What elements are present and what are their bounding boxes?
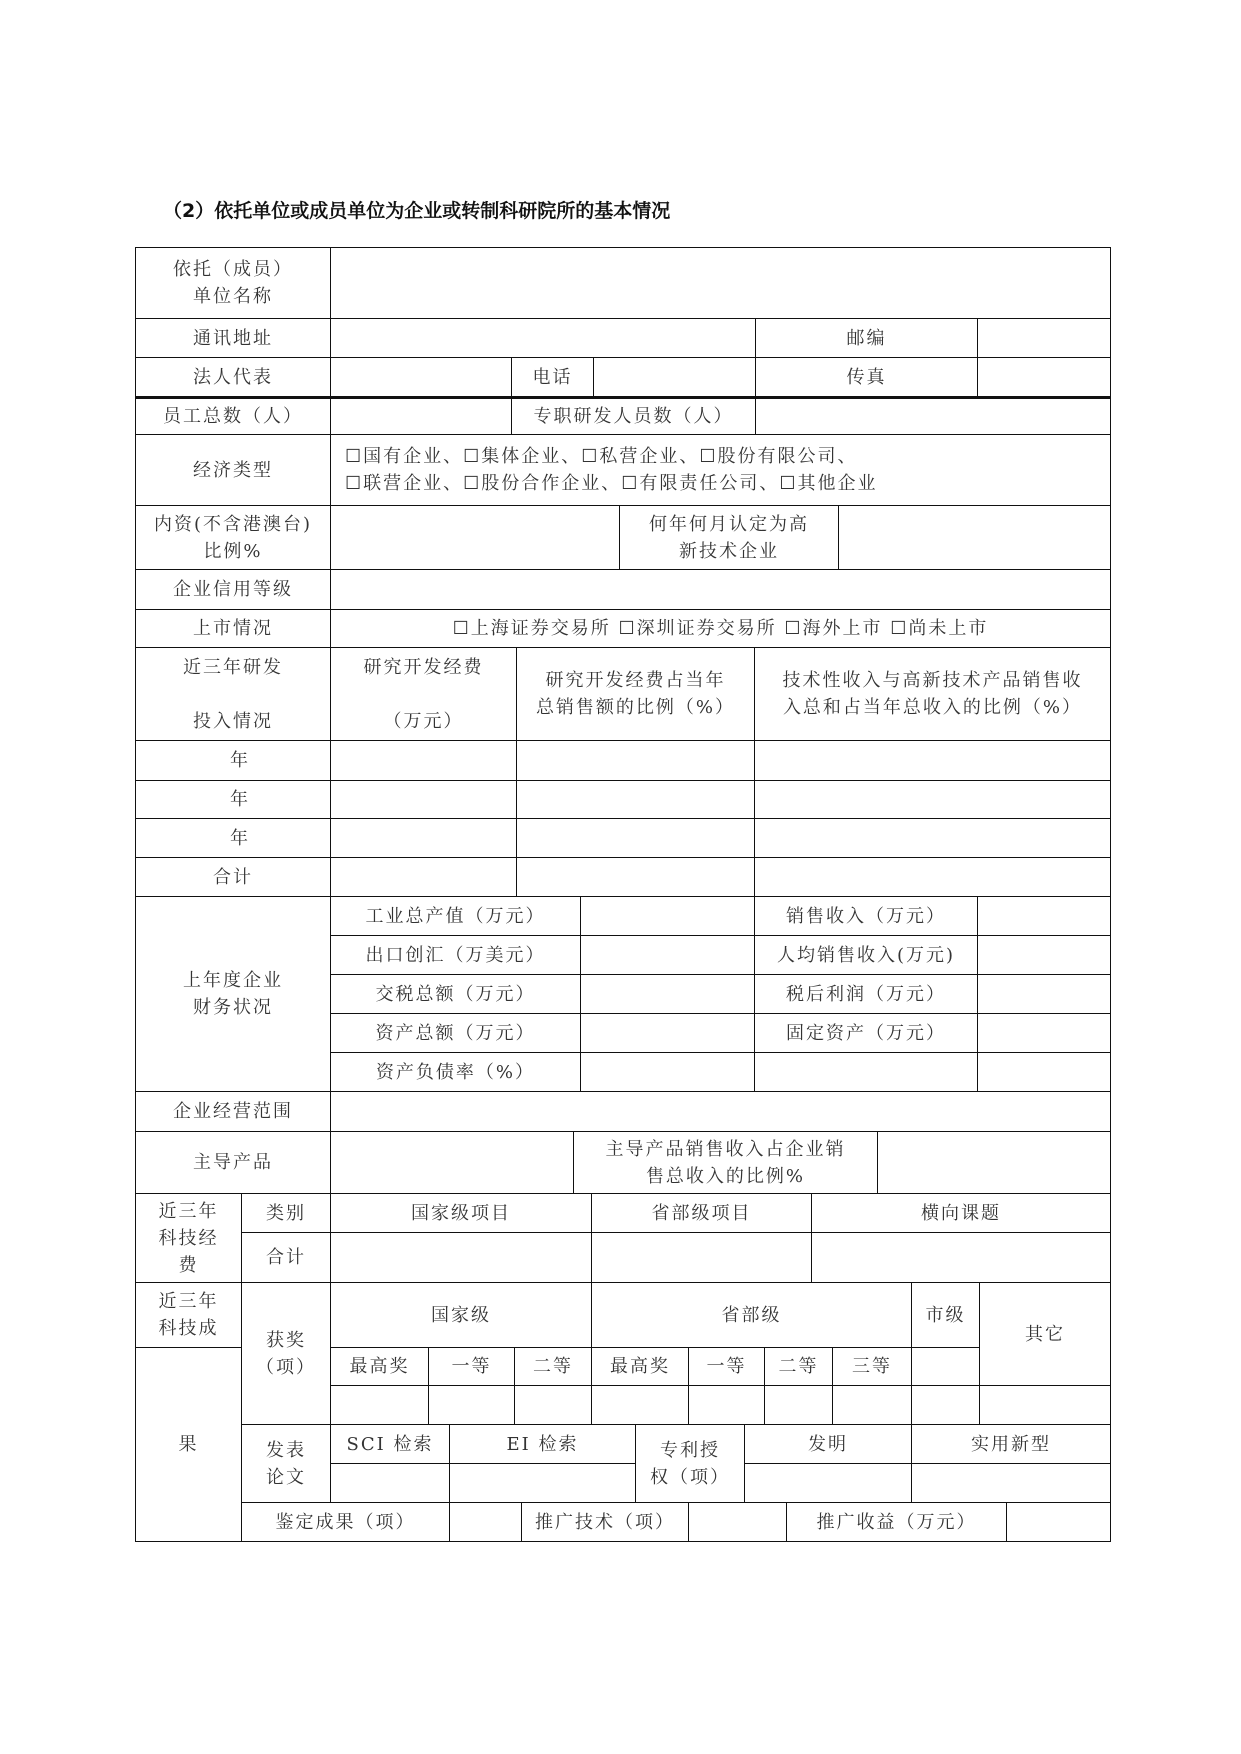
value-rd-ratio — [516, 857, 755, 897]
value-utility-model — [911, 1463, 1111, 1503]
value-appraised — [449, 1502, 522, 1542]
value-ei — [449, 1463, 636, 1503]
label-fax: 传真 — [755, 357, 978, 397]
label-unit-name: 依托（成员） 单位名称 — [135, 247, 331, 319]
label-papers: 发表 论文 — [241, 1424, 331, 1503]
value-address — [330, 318, 756, 358]
value-tech-income-ratio — [754, 857, 1111, 897]
value-rd-ratio — [516, 740, 755, 781]
value-sci — [330, 1463, 450, 1503]
award-count-value — [911, 1385, 980, 1425]
value-domestic-ratio — [330, 505, 620, 570]
value-rd-expense — [330, 740, 517, 781]
label-funding: 近三年 科技经 费 — [135, 1193, 242, 1283]
label-rd-invest: 近三年研发 投入情况 — [135, 647, 331, 741]
header-award-provincial: 省部级 — [591, 1282, 912, 1348]
label-legal-rep: 法人代表 — [135, 357, 331, 397]
label-category: 类别 — [241, 1193, 331, 1233]
label-appraised: 鉴定成果（项） — [241, 1502, 450, 1542]
value-tech-income-ratio — [754, 818, 1111, 858]
value-rd-expense — [330, 857, 517, 897]
header-award-national: 国家级 — [330, 1282, 592, 1348]
award-grade-label: 最高奖 — [591, 1347, 689, 1386]
finance-item-label: 资产总额（万元） — [330, 1013, 581, 1053]
header-utility-model: 实用新型 — [911, 1424, 1111, 1464]
listing-options: ☐上海证券交易所 ☐深圳证券交易所 ☐海外上市 ☐尚未上市 — [330, 609, 1111, 648]
label-promoted-tech: 推广技术（项） — [521, 1502, 689, 1542]
value-hitech-date — [838, 505, 1111, 570]
label-address: 通讯地址 — [135, 318, 331, 358]
award-count-value — [832, 1385, 912, 1425]
value-legal-rep — [330, 357, 512, 397]
value-tech-income-ratio — [754, 740, 1111, 781]
header-provincial-project: 省部级项目 — [591, 1193, 812, 1233]
header-sci: SCI 检索 — [330, 1424, 450, 1464]
header-award-other: 其它 — [979, 1282, 1111, 1386]
finance-item-value — [580, 935, 755, 975]
finance-item-value — [580, 974, 755, 1014]
label-main-product-ratio: 主导产品销售收入占企业销 售总收入的比例% — [573, 1131, 878, 1194]
award-grade-label: 三等 — [832, 1347, 912, 1386]
label-year: 年 — [135, 780, 331, 819]
award-grade-label: 最高奖 — [330, 1347, 429, 1386]
value-promoted-tech — [688, 1502, 787, 1542]
value-invention — [744, 1463, 912, 1503]
award-count-value — [428, 1385, 515, 1425]
value-main-product-ratio — [877, 1131, 1111, 1194]
finance-item-value — [977, 1052, 1111, 1092]
header-national-project: 国家级项目 — [330, 1193, 592, 1233]
finance-item-label: 出口创汇（万美元） — [330, 935, 581, 975]
value-horizontal-project — [811, 1232, 1111, 1283]
value-rd-ratio — [516, 818, 755, 858]
label-main-product: 主导产品 — [135, 1131, 331, 1194]
award-other-value — [979, 1385, 1111, 1425]
header-invention: 发明 — [744, 1424, 912, 1464]
value-unit-name — [330, 247, 1111, 319]
finance-empty-cell — [754, 1052, 978, 1092]
label-promotion-revenue: 推广收益（万元） — [786, 1502, 1007, 1542]
header-rd-expense: 研究开发经费 （万元） — [330, 647, 517, 741]
value-postcode — [977, 318, 1111, 358]
label-awards: 获奖 （项） — [241, 1282, 331, 1425]
value-fax — [977, 357, 1111, 397]
label-staff-total: 员工总数（人） — [135, 396, 331, 435]
label-year: 年 — [135, 740, 331, 781]
finance-item-label: 工业总产值（万元） — [330, 896, 581, 936]
value-rd-staff — [755, 396, 1111, 435]
award-count-value — [514, 1385, 592, 1425]
finance-item-label: 交税总额（万元） — [330, 974, 581, 1014]
value-tech-income-ratio — [754, 780, 1111, 819]
label-achievements: 近三年 科技成 — [135, 1282, 242, 1348]
econ-type-options: ☐国有企业、☐集体企业、☐私营企业、☐股份有限公司、 ☐联营企业、☐股份合作企业、☐有限责任公司、☐其他企业 — [330, 434, 1111, 506]
value-rd-expense — [330, 780, 517, 819]
label-hitech-date: 何年何月认定为高 新技术企业 — [619, 505, 839, 570]
header-horizontal-project: 横向课题 — [811, 1193, 1111, 1233]
award-count-value — [688, 1385, 765, 1425]
finance-item-label: 固定资产（万元） — [754, 1013, 978, 1053]
value-rd-expense — [330, 818, 517, 858]
label-listing: 上市情况 — [135, 609, 331, 648]
finance-item-label: 资产负债率（%） — [330, 1052, 581, 1092]
header-rd-ratio: 研究开发经费占当年 总销售额的比例（%） — [516, 647, 755, 741]
header-award-municipal: 市级 — [911, 1282, 980, 1348]
award-count-value — [764, 1385, 833, 1425]
label-patents: 专利授 权（项） — [635, 1424, 745, 1503]
label-total: 合计 — [135, 857, 331, 897]
value-credit-rating — [330, 569, 1111, 610]
label-rd-staff: 专职研发人员数（人） — [511, 396, 756, 435]
finance-item-value — [580, 896, 755, 936]
label-postcode: 邮编 — [755, 318, 978, 358]
finance-item-value — [977, 974, 1111, 1014]
value-phone — [593, 357, 756, 397]
value-rd-ratio — [516, 780, 755, 819]
value-national-project — [330, 1232, 592, 1283]
label-funding-total: 合计 — [241, 1232, 331, 1283]
value-staff-total — [330, 396, 512, 435]
finance-item-label: 人均销售收入(万元) — [754, 935, 978, 975]
label-econ-type: 经济类型 — [135, 434, 331, 506]
label-finance: 上年度企业 财务状况 — [135, 896, 331, 1092]
finance-item-label: 税后利润（万元） — [754, 974, 978, 1014]
finance-item-value — [580, 1052, 755, 1092]
header-tech-income-ratio: 技术性收入与高新技术产品销售收 入总和占当年总收入的比例（%） — [754, 647, 1111, 741]
section-title: （2）依托单位或成员单位为企业或转制科研院所的基本情况 — [163, 200, 671, 222]
award-count-value — [591, 1385, 689, 1425]
award-grade-label: 二等 — [514, 1347, 592, 1386]
finance-item-value — [977, 896, 1111, 936]
value-business-scope — [330, 1091, 1111, 1132]
award-grade-label: 一等 — [428, 1347, 515, 1386]
label-achievements-cont: 果 — [135, 1347, 242, 1542]
label-domestic-ratio: 内资(不含港澳台) 比例% — [135, 505, 331, 570]
finance-item-value — [580, 1013, 755, 1053]
finance-item-value — [977, 935, 1111, 975]
label-phone: 电话 — [511, 357, 594, 397]
label-business-scope: 企业经营范围 — [135, 1091, 331, 1132]
header-ei: EI 检索 — [449, 1424, 636, 1464]
value-provincial-project — [591, 1232, 812, 1283]
finance-item-label: 销售收入（万元） — [754, 896, 978, 936]
label-credit-rating: 企业信用等级 — [135, 569, 331, 610]
finance-item-value — [977, 1013, 1111, 1053]
award-municipal-sub — [911, 1347, 980, 1386]
label-year: 年 — [135, 818, 331, 858]
award-grade-label: 二等 — [764, 1347, 833, 1386]
value-main-product — [330, 1131, 574, 1194]
award-count-value — [330, 1385, 429, 1425]
award-grade-label: 一等 — [688, 1347, 765, 1386]
value-promotion-revenue — [1006, 1502, 1111, 1542]
